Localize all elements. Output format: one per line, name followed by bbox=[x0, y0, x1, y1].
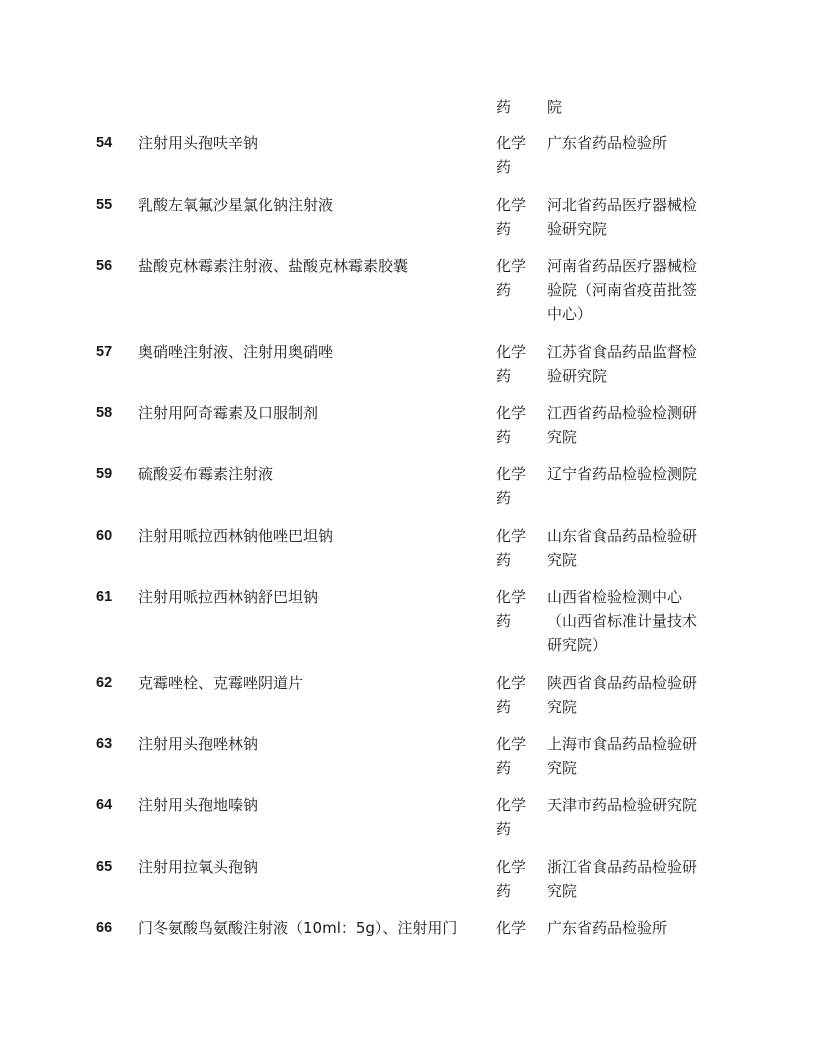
organization-cell: 广东省药品检验所 bbox=[547, 134, 668, 152]
category-cell: 化学 药 bbox=[496, 588, 527, 630]
row-number: 60 bbox=[96, 528, 113, 544]
drug-name: 注射用哌拉西林钠舒巴坦钠 bbox=[138, 588, 319, 606]
row-number: 59 bbox=[96, 466, 113, 482]
row-number: 54 bbox=[96, 135, 113, 151]
category-cell: 化学 药 bbox=[496, 257, 527, 299]
category-cell: 化学 药 bbox=[496, 134, 527, 176]
category-cell: 化学 药 bbox=[496, 796, 527, 838]
organization-cell: 江苏省食品药品监督检 验研究院 bbox=[547, 343, 698, 385]
drug-name: 注射用阿奇霉素及口服制剂 bbox=[138, 404, 319, 422]
drug-name: 注射用头孢地嗪钠 bbox=[138, 796, 259, 814]
row-number: 58 bbox=[96, 405, 113, 421]
category-cell: 化学 药 bbox=[496, 858, 527, 900]
row-number: 64 bbox=[96, 797, 113, 813]
organization-cell: 广东省药品检验所 bbox=[547, 919, 668, 937]
organization-cell: 辽宁省药品检验检测院 bbox=[547, 465, 698, 483]
organization-cell: 山西省检验检测中心 （山西省标准计量技术 研究院） bbox=[547, 588, 698, 654]
category-cell: 化学 药 bbox=[496, 343, 527, 385]
organization-cell: 河南省药品医疗器械检 验院（河南省疫苗批签 中心） bbox=[547, 257, 698, 323]
row-number: 55 bbox=[96, 197, 113, 213]
category-cell: 化学 药 bbox=[496, 674, 527, 716]
organization-cell: 山东省食品药品检验研 究院 bbox=[547, 527, 698, 569]
drug-name: 注射用头孢呋辛钠 bbox=[138, 134, 259, 152]
organization-cell: 河北省药品医疗器械检 验研究院 bbox=[547, 196, 698, 238]
drug-name: 注射用头孢唑林钠 bbox=[138, 735, 259, 753]
organization-cell: 浙江省食品药品检验研 究院 bbox=[547, 858, 698, 900]
drug-name: 硫酸妥布霉素注射液 bbox=[138, 465, 274, 483]
organization-cell: 上海市食品药品检验研 究院 bbox=[547, 735, 698, 777]
category-cell: 药 bbox=[496, 98, 512, 116]
category-cell: 化学 药 bbox=[496, 527, 527, 569]
organization-cell: 天津市药品检验研究院 bbox=[547, 796, 698, 814]
category-cell: 化学 药 bbox=[496, 196, 527, 238]
row-number: 65 bbox=[96, 859, 113, 875]
category-cell: 化学 药 bbox=[496, 404, 527, 446]
organization-cell: 江西省药品检验检测研 究院 bbox=[547, 404, 698, 446]
row-number: 56 bbox=[96, 258, 113, 274]
row-number: 61 bbox=[96, 589, 113, 605]
category-cell: 化学 bbox=[496, 919, 527, 937]
row-number: 62 bbox=[96, 675, 113, 691]
drug-name: 奥硝唑注射液、注射用奥硝唑 bbox=[138, 343, 334, 361]
drug-name: 盐酸克林霉素注射液、盐酸克林霉素胶囊 bbox=[138, 257, 409, 275]
category-cell: 化学 药 bbox=[496, 735, 527, 777]
drug-name: 注射用哌拉西林钠他唑巴坦钠 bbox=[138, 527, 334, 545]
organization-cell: 陕西省食品药品检验研 究院 bbox=[547, 674, 698, 716]
category-cell: 化学 药 bbox=[496, 465, 527, 507]
drug-name: 注射用拉氧头孢钠 bbox=[138, 858, 259, 876]
row-number: 57 bbox=[96, 344, 113, 360]
drug-name: 门冬氨酸鸟氨酸注射液（10ml：5g）、注射用门 bbox=[138, 919, 458, 937]
row-number: 66 bbox=[96, 920, 113, 936]
drug-name: 克霉唑栓、克霉唑阴道片 bbox=[138, 674, 304, 692]
drug-name: 乳酸左氧氟沙星氯化钠注射液 bbox=[138, 196, 334, 214]
organization-cell: 院 bbox=[547, 98, 563, 116]
row-number: 63 bbox=[96, 736, 113, 752]
